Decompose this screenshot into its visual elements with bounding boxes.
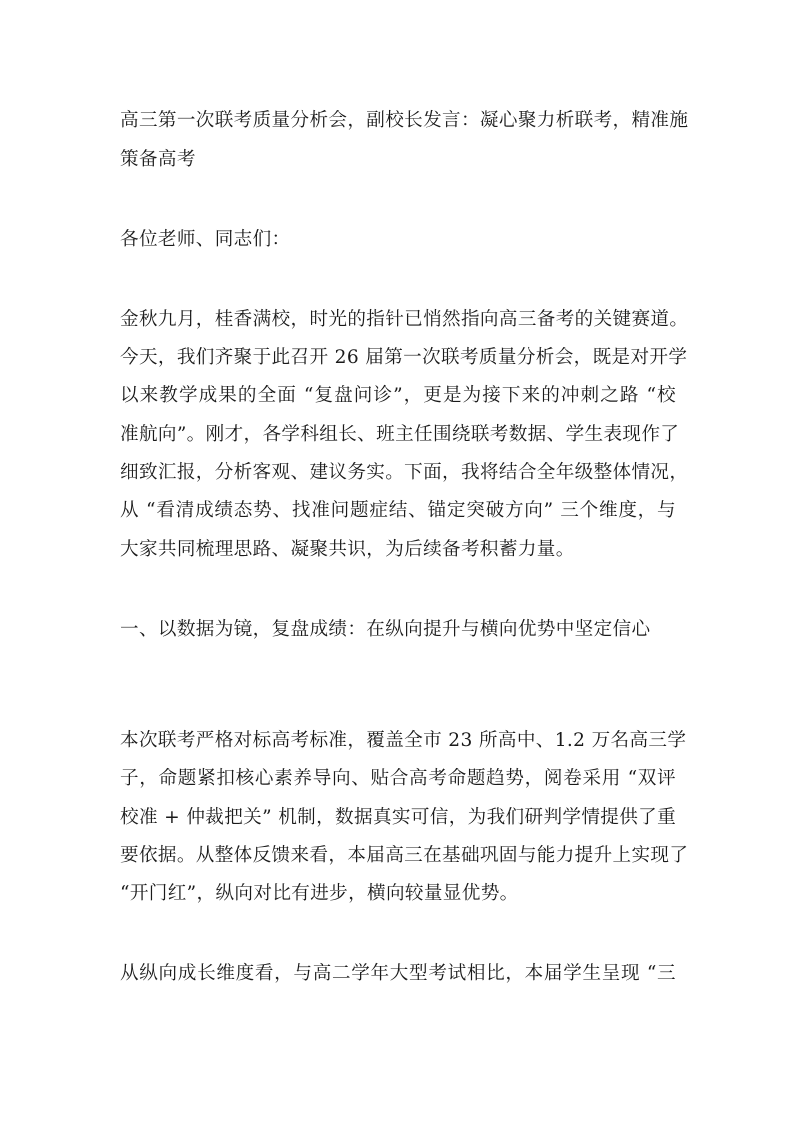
- paragraph-2-line-5: “开门红”，纵向对比有进步，横向较量显优势。: [120, 883, 519, 904]
- document-title-line-2: 策备高考: [120, 149, 196, 170]
- paragraph-2-line-4: 要依据。从整体反馈来看，本届高三在基础巩固与能力提升上实现了: [120, 845, 689, 866]
- paragraph-1-line-3: 以来教学成果的全面 “复盘问诊”，更是为接下来的冲刺之路 “校: [120, 385, 676, 406]
- section-1-heading: 一、以数据为镜，复盘成绩：在纵向提升与横向优势中坚定信心: [120, 619, 651, 640]
- paragraph-1-line-4: 准航向”。刚才，各学科组长、班主任围绕联考数据、学生表现作了: [120, 424, 680, 445]
- paragraph-1-line-5: 细致汇报，分析客观、建议务实。下面，我将结合全年级整体情况，: [120, 462, 689, 483]
- paragraph-3-line-1: 从纵向成长维度看，与高二学年大型考试相比，本届学生呈现 “三: [120, 963, 676, 984]
- paragraph-2-line-1: 本次联考严格对标高考标准，覆盖全市 23 所高中、1.2 万名高三学: [120, 730, 687, 751]
- paragraph-2-line-2: 子，命题紧扣核心素养导向、贴合高考命题趋势，阅卷采用 “双评: [120, 768, 676, 789]
- paragraph-1-line-6: 从 “看清成绩态势、找准问题症结、锚定突破方向” 三个维度，与: [120, 500, 676, 521]
- paragraph-1-line-2: 今天，我们齐聚于此召开 26 届第一次联考质量分析会，既是对开学: [120, 347, 688, 368]
- document-title-line-1: 高三第一次联考质量分析会，副校长发言：凝心聚力析联考，精准施: [120, 110, 689, 131]
- salutation: 各位老师、同志们：: [120, 229, 291, 250]
- paragraph-1-line-1: 金秋九月，桂香满校，时光的指针已悄然指向高三备考的关键赛道。: [120, 309, 689, 330]
- paragraph-2-line-3: 校准 + 仲裁把关” 机制，数据真实可信，为我们研判学情提供了重: [120, 807, 677, 828]
- paragraph-1-line-7: 大家共同梳理思路、凝聚共识，为后续备考积蓄力量。: [120, 539, 575, 560]
